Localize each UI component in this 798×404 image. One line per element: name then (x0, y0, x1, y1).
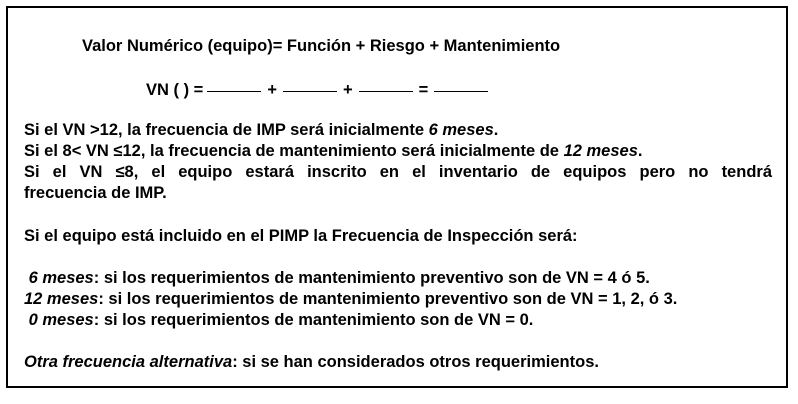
equals-sign: = (418, 81, 429, 99)
alternative-emphasis: Otra frecuencia alternativa (24, 353, 233, 371)
pimp-item-12-meses (24, 289, 677, 309)
plus-sign-2: + (342, 81, 353, 99)
document-frame (6, 6, 788, 388)
pimp-item-3-emphasis: 0 meses (24, 311, 94, 329)
blank-riesgo (283, 91, 337, 92)
formula-vn-line (146, 80, 492, 100)
pimp-item-1-text: : si los requerimientos de mantenimiento preventivo son de VN = 4 ó 5. (93, 269, 650, 287)
plus-sign-1: + (267, 81, 277, 99)
formula-vn-prefix: VN ( ) = (146, 81, 204, 99)
alternative-frequency (24, 352, 599, 372)
pimp-item-3-text: : si los requerimientos de mantenimiento son de VN = 0. (93, 311, 534, 329)
pimp-item-0-meses (24, 310, 533, 330)
blank-mantenimiento (359, 91, 413, 92)
rule-2-end: . (637, 142, 643, 160)
rule-1-text: Si el VN >12, la frecuencia de IMP será inicialmente (24, 121, 429, 139)
rule-1-emphasis: 6 meses (428, 121, 494, 139)
pimp-item-2-text: : si los requerimientos de mantenimiento preventivo son de VN = 1, 2, ó 3. (98, 290, 678, 308)
rule-2-emphasis: 12 meses (563, 142, 638, 160)
pimp-heading: Si el equipo está incluido en el PIMP la Frecuencia de Inspección será: (24, 227, 578, 245)
pimp-item-2-emphasis: 12 meses (24, 290, 99, 308)
alternative-text: : si se han considerados otros requerimientos. (232, 353, 599, 371)
pimp-item-6-meses (24, 268, 650, 288)
formula-title: Valor Numérico (equipo)= Función + Riesgo + Mantenimiento (82, 37, 561, 55)
rule-1-end: . (493, 121, 499, 139)
blank-total (434, 91, 488, 92)
blank-funcion (207, 91, 261, 92)
pimp-item-1-emphasis: 6 meses (24, 269, 94, 287)
rule-vn-8-to-12 (24, 141, 642, 161)
rule-vn-less-8-line-2: frecuencia de IMP. (24, 184, 167, 202)
rule-vn-greater-12 (24, 120, 498, 140)
rule-vn-less-8-line-1: Si el VN ≤8, el equipo estará inscrito en el inventario de equipos pero no tendrá (24, 163, 772, 181)
rule-2-text: Si el 8< VN ≤12, la frecuencia de mantenimiento será inicialmente de (24, 142, 564, 160)
